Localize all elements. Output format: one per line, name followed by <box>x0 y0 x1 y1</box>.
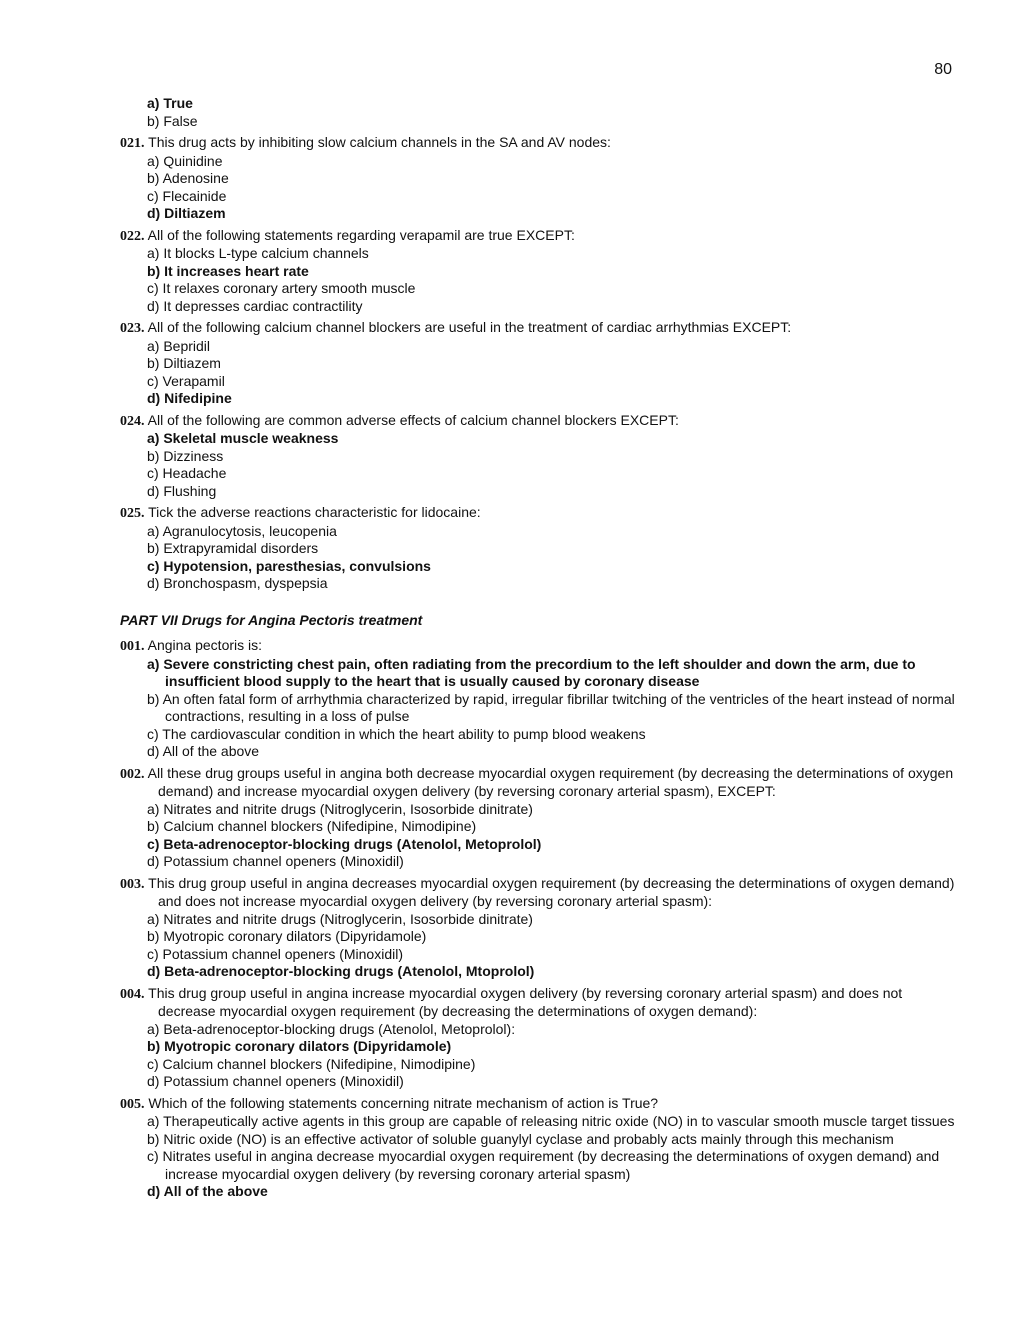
answer-option: b) Extrapyramidal disorders <box>147 540 319 556</box>
question-number: 004. <box>120 986 145 1002</box>
question-stem <box>120 875 960 911</box>
question-stem <box>120 504 960 523</box>
answer-option: a) Beta-adrenoceptor-blocking drugs (Atenolol, Metoprolol): <box>147 1020 516 1037</box>
question-stem <box>120 227 960 246</box>
answer-option: b) An often fatal form of arrhythmia characterized by rapid, irregular fibrillar twitching of the ventricles of the heart instead of normal contractions, resulting in a loss of pulse <box>147 690 955 724</box>
answer-option-correct: b) It increases heart rate <box>147 262 309 279</box>
question-number: 005. <box>120 1096 145 1112</box>
question-text: Tick the adverse reactions characteristic for lidocaine: <box>148 504 481 520</box>
question-item <box>120 1095 960 1201</box>
answer-option: c) The cardiovascular condition in which the heart ability to pump blood weakens <box>147 725 646 742</box>
answer-option: d) Flushing <box>147 482 217 499</box>
answer-option: a) Agranulocytosis, leucopenia <box>147 522 337 539</box>
answer-option: b) Dizziness <box>147 447 224 464</box>
section-title: PART VII Drugs for Angina Pectoris treatment <box>120 611 423 628</box>
answer-option: b) Myotropic coronary dilators (Dipyridamole) <box>147 928 427 944</box>
question-stem <box>120 637 960 656</box>
answer-option: c) Headache <box>147 465 227 481</box>
question-item <box>120 134 960 223</box>
answer-option: b) Adenosine <box>147 170 229 186</box>
answer-option: a) Nitrates and nitrite drugs (Nitroglycerin, Isosorbide dinitrate) <box>147 800 533 817</box>
question-number: 001. <box>120 639 145 654</box>
answer-option: c) Flecainide <box>147 187 227 204</box>
question-stem <box>120 1095 960 1114</box>
question-number: 021. <box>120 136 145 151</box>
answer-option-correct: a) Skeletal muscle weakness <box>147 430 339 446</box>
answer-option-correct: b) Myotropic coronary dilators (Dipyridamole) <box>147 1038 452 1054</box>
question-text: This drug acts by inhibiting slow calcium channels in the SA and AV nodes: <box>148 134 611 150</box>
answer-option-correct: d) Nifedipine <box>147 390 232 406</box>
answer-option: b) False <box>147 112 198 129</box>
answer-option-correct: c) Beta-adrenoceptor-blocking drugs (Atenolol, Metoprolol) <box>147 835 542 852</box>
answer-option: c) Potassium channel openers (Minoxidil) <box>147 945 403 962</box>
answer-option: b) Diltiazem <box>147 355 221 371</box>
question-stem <box>120 134 960 153</box>
answer-option: b) Nitric oxide (NO) is an effective activator of soluble guanylyl cyclase and probably acts mainly through this mechanism <box>147 1130 894 1147</box>
question-number: 025. <box>120 506 145 521</box>
answer-option: d) Potassium channel openers (Minoxidil) <box>147 1073 404 1089</box>
answer-option: a) Therapeutically active agents in this group are capable of releasing nitric oxide (NO) in to vascular smooth muscle target tissues <box>147 1113 955 1129</box>
question-number: 002. <box>120 766 145 782</box>
question-text: Angina pectoris is: <box>147 637 263 653</box>
answer-option-correct: c) Hypotension, paresthesias, convulsions <box>147 557 431 574</box>
question-item <box>120 765 960 871</box>
question-text: All of the following calcium channel blockers are useful in the treatment of cardiac arrhythmias EXCEPT: <box>147 319 792 335</box>
answer-option: a) Quinidine <box>147 152 223 169</box>
answer-option-correct: d) All of the above <box>147 1183 268 1199</box>
question-block-2 <box>120 637 960 1201</box>
question-item <box>120 319 960 408</box>
question-text: All of the following are common adverse effects of calcium channel blockers EXCEPT: <box>147 411 679 428</box>
question-text: This drug group useful in angina decreases myocardial oxygen requirement (by decreasing the determinations of oxygen demand) and does not increase myocardial oxygen delivery (by reversing coronary arterial spasm): <box>148 874 955 909</box>
question-number: 023. <box>120 321 145 336</box>
answer-option: a) Bepridil <box>147 337 211 354</box>
question-text: All of the following statements regarding verapamil are true EXCEPT: <box>147 226 575 243</box>
question-stem <box>120 985 960 1021</box>
page-content <box>120 95 960 1201</box>
answer-option: d) Potassium channel openers (Minoxidil) <box>147 853 404 869</box>
answer-option: d) It depresses cardiac contractility <box>147 297 363 314</box>
answer-option: c) Verapamil <box>147 372 225 389</box>
answer-option: c) It relaxes coronary artery smooth muscle <box>147 280 416 296</box>
question-text: This drug group useful in angina increase myocardial oxygen delivery (by reversing coronary arterial spasm) and does not decrease myocardial oxygen requirement (by decreasing the determinations of oxygen demand): <box>148 984 903 1019</box>
question-item <box>120 875 960 981</box>
answer-option-correct: a) Severe constricting chest pain, often radiating from the precordium to the left shoulder and down the arm, due to insufficient blood supply to the heart that is usually caused by coronary disease <box>147 655 916 689</box>
question-stem <box>120 412 960 431</box>
answer-option-correct: d) Diltiazem <box>147 205 226 221</box>
question-number: 003. <box>120 876 145 892</box>
question-number: 022. <box>120 228 145 244</box>
answer-option: c) Nitrates useful in angina decrease myocardial oxygen requirement (by decreasing the determinations of oxygen demand) and increase myocardial oxygen delivery (by reversing coronary arterial spasm) <box>147 1148 940 1182</box>
lead-options <box>120 95 960 130</box>
answer-option: a) Nitrates and nitrite drugs (Nitroglycerin, Isosorbide dinitrate) <box>147 910 533 927</box>
question-stem <box>120 765 960 801</box>
page-number: 80 <box>934 61 952 78</box>
answer-option: d) All of the above <box>147 743 260 759</box>
question-block-1 <box>120 134 960 593</box>
answer-option: c) Calcium channel blockers (Nifedipine, Nimodipine) <box>147 1055 476 1072</box>
question-item <box>120 504 960 593</box>
answer-option: d) Bronchospasm, dyspepsia <box>147 575 328 591</box>
question-item <box>120 637 960 761</box>
question-stem <box>120 319 960 338</box>
answer-option-correct: a) True <box>147 95 193 111</box>
question-item <box>120 985 960 1091</box>
question-item <box>120 412 960 501</box>
answer-option: a) It blocks L-type calcium channels <box>147 245 369 261</box>
question-number: 024. <box>120 413 145 429</box>
question-text: Which of the following statements concerning nitrate mechanism of action is True? <box>148 1094 659 1111</box>
question-item <box>120 227 960 316</box>
question-text: All these drug groups useful in angina both decrease myocardial oxygen requirement (by decreasing the determinations of oxygen demand) and increase myocardial oxygen delivery (by reversing coronary arterial spasm), EXCEPT: <box>147 764 954 799</box>
answer-option: b) Calcium channel blockers (Nifedipine, Nimodipine) <box>147 818 477 834</box>
answer-option-correct: d) Beta-adrenoceptor-blocking drugs (Atenolol, Mtoprolol) <box>147 963 535 979</box>
